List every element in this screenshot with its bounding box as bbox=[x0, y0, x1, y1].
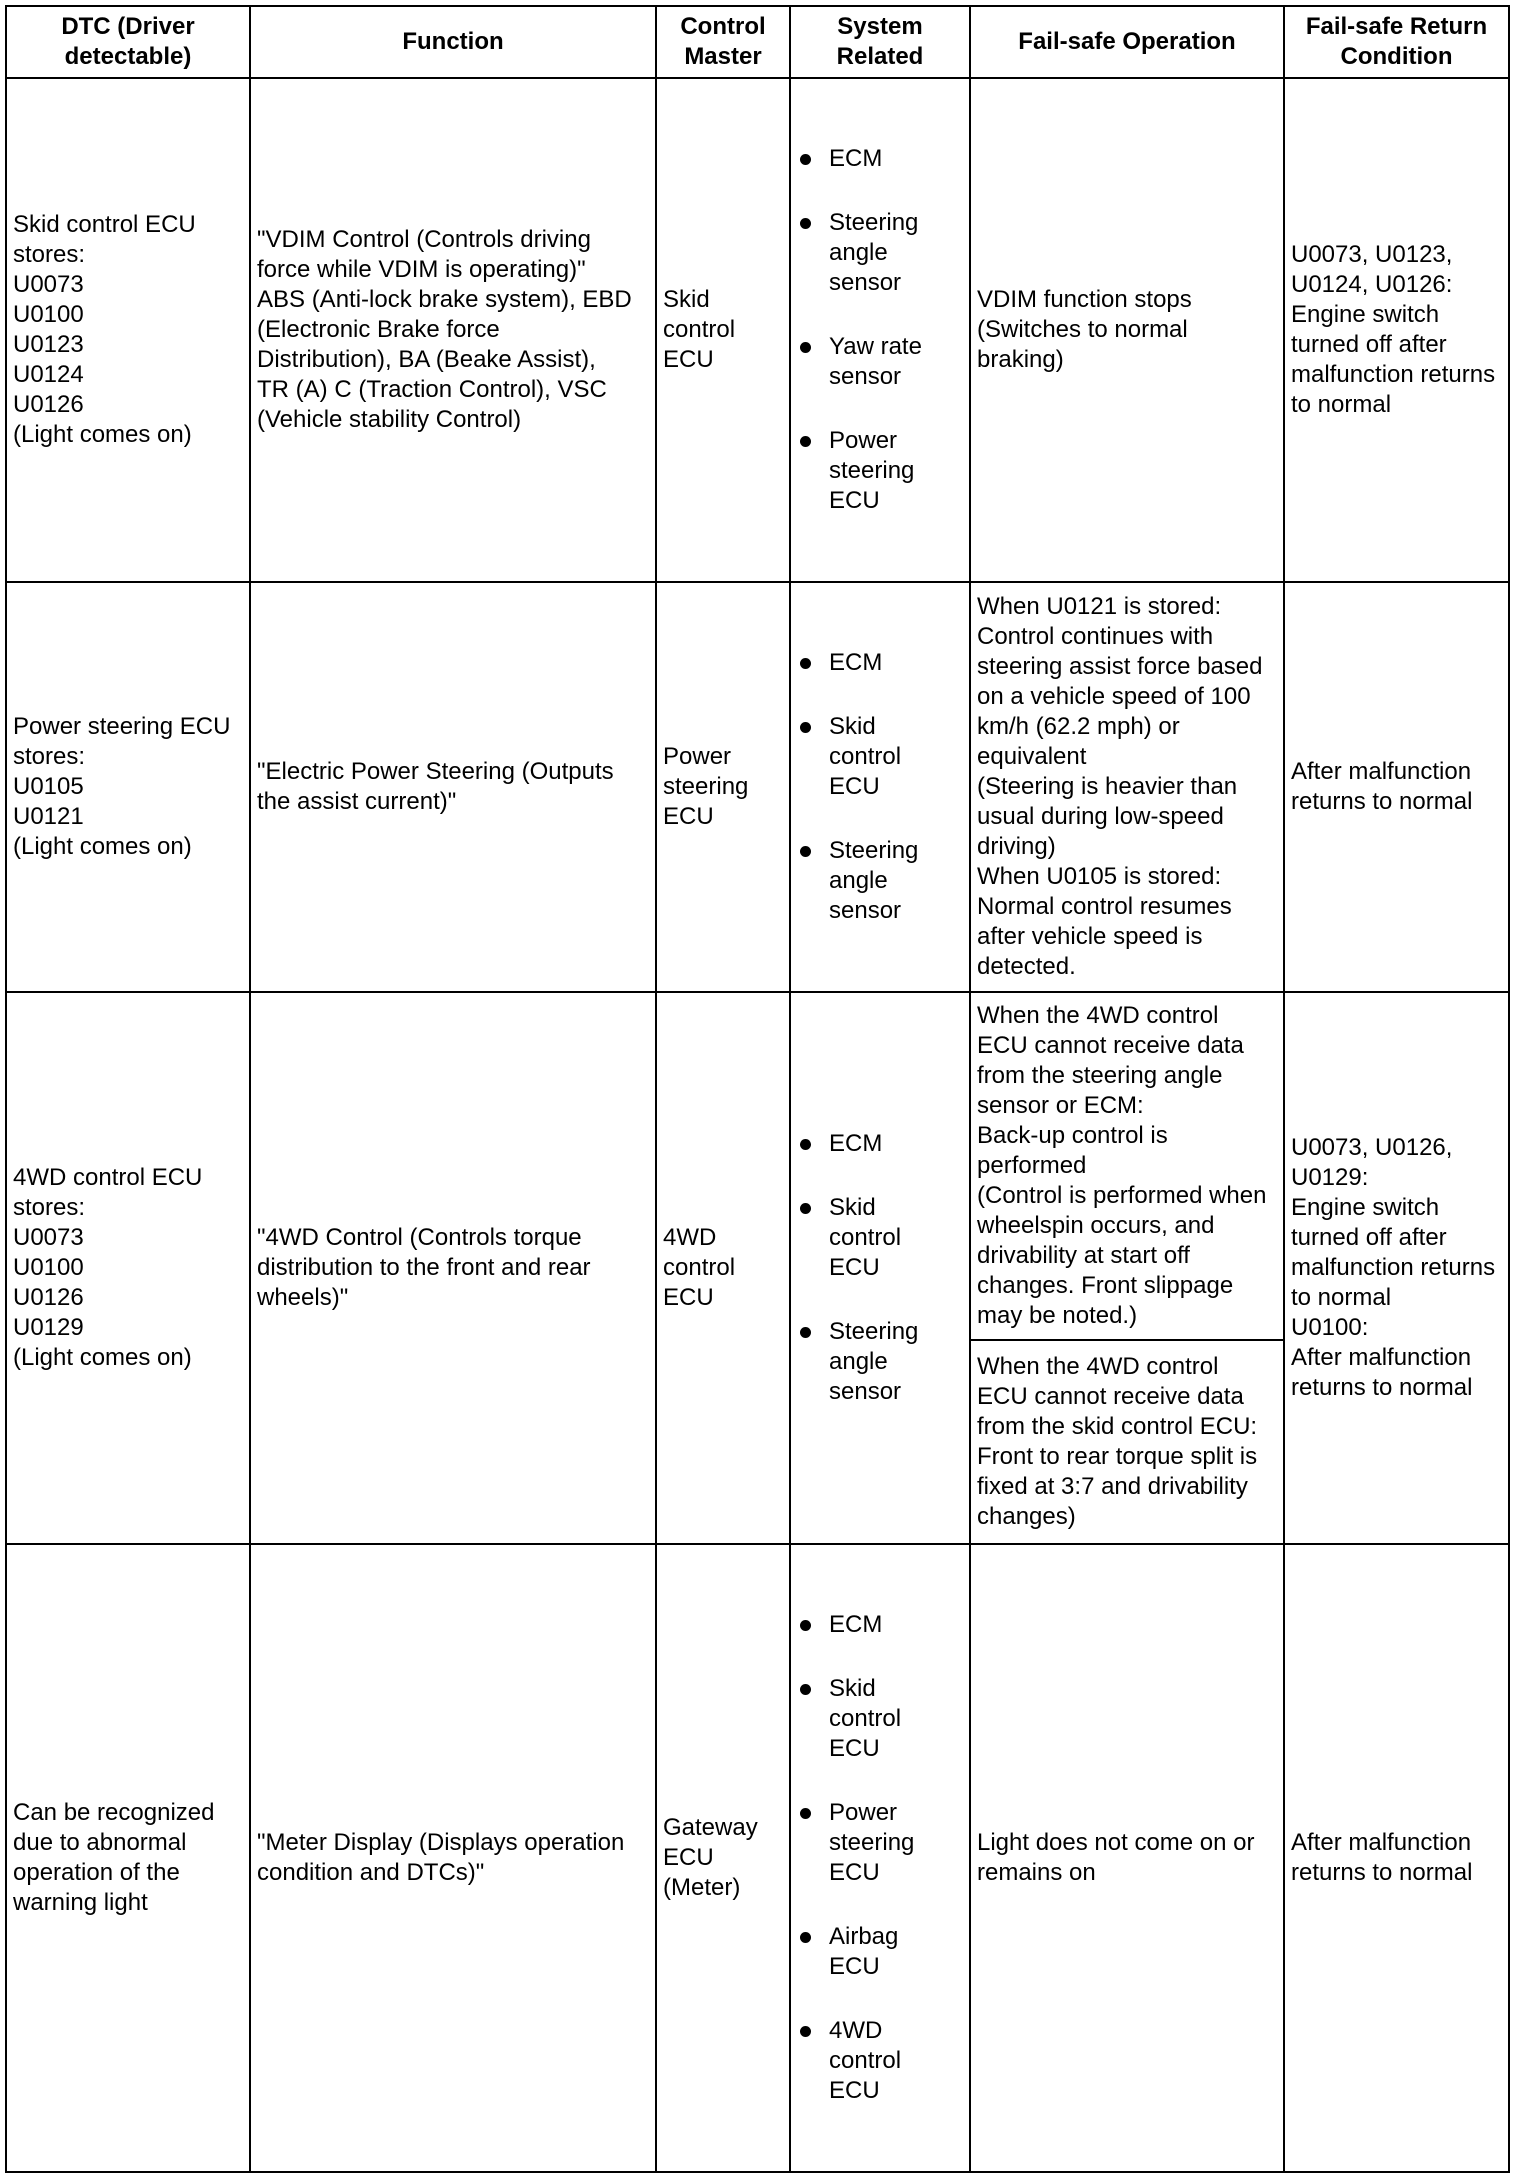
list-item: Steering angle sensor bbox=[797, 208, 963, 298]
header-fail-safe-return: Fail-safe Return Condition bbox=[1284, 6, 1509, 78]
list-item: ECM bbox=[797, 144, 963, 174]
fail-safe-operation-cell: VDIM function stops (Switches to normal braking) bbox=[970, 78, 1284, 582]
dtc-cell: 4WD control ECU stores: U0073 U0100 U0126 U0129 (Light comes on) bbox=[6, 992, 250, 1544]
function-cell: "VDIM Control (Controls driving force while VDIM is operating)" ABS (Anti-lock brake system), EBD (Electronic Brake force Distribution), BA (Beake Assist), TR (A) C (Traction Control), VSC (Vehicle stability Control) bbox=[250, 78, 656, 582]
header-function: Function bbox=[250, 6, 656, 78]
control-master-cell: Power steering ECU bbox=[656, 582, 790, 992]
list-item: Steering angle sensor bbox=[797, 1317, 963, 1407]
header-fail-safe-operation: Fail-safe Operation bbox=[970, 6, 1284, 78]
fail-safe-operation-cell: Light does not come on or remains on bbox=[970, 1544, 1284, 2172]
fail-safe-operation-cell: When U0121 is stored: Control continues with steering assist force based on a vehicle speed of 100 km/h (62.2 mph) or equivalent (Steering is heavier than usual during low-speed driving) When U0105 is stored: Normal control resumes after vehicle speed is detected. bbox=[970, 582, 1284, 992]
list-item: Skid control ECU bbox=[797, 1674, 963, 1764]
list-item: ECM bbox=[797, 1610, 963, 1640]
system-related-list bbox=[797, 1097, 963, 1439]
function-cell: "Meter Display (Displays operation condition and DTCs)" bbox=[250, 1544, 656, 2172]
list-item: 4WD control ECU bbox=[797, 2016, 963, 2106]
list-item: Steering angle sensor bbox=[797, 836, 963, 926]
system-related-cell bbox=[790, 582, 970, 992]
system-related-cell bbox=[790, 78, 970, 582]
control-master-cell: 4WD control ECU bbox=[656, 992, 790, 1544]
control-master-cell: Gateway ECU (Meter) bbox=[656, 1544, 790, 2172]
header-control-master: Control Master bbox=[656, 6, 790, 78]
list-item: ECM bbox=[797, 648, 963, 678]
list-item: ECM bbox=[797, 1129, 963, 1159]
fail-safe-return-cell: After malfunction returns to normal bbox=[1284, 1544, 1509, 2172]
fail-safe-return-cell: After malfunction returns to normal bbox=[1284, 582, 1509, 992]
table-row bbox=[6, 78, 1509, 582]
header-row bbox=[6, 6, 1509, 78]
control-master-cell: Skid control ECU bbox=[656, 78, 790, 582]
table-row bbox=[6, 1544, 1509, 2172]
list-item: Airbag ECU bbox=[797, 1922, 963, 1982]
header-dtc: DTC (Driver detectable) bbox=[6, 6, 250, 78]
system-related-list bbox=[797, 1578, 963, 2138]
list-item: Skid control ECU bbox=[797, 712, 963, 802]
fail-safe-table bbox=[5, 5, 1510, 2173]
header-system-related: System Related bbox=[790, 6, 970, 78]
system-related-list bbox=[797, 616, 963, 958]
system-related-cell bbox=[790, 992, 970, 1544]
system-related-cell bbox=[790, 1544, 970, 2172]
list-item: Power steering ECU bbox=[797, 426, 963, 516]
dtc-cell: Skid control ECU stores: U0073 U0100 U0123 U0124 U0126 (Light comes on) bbox=[6, 78, 250, 582]
system-related-list bbox=[797, 112, 963, 548]
function-cell: "Electric Power Steering (Outputs the assist current)" bbox=[250, 582, 656, 992]
table-row bbox=[6, 582, 1509, 992]
dtc-cell: Power steering ECU stores: U0105 U0121 (Light comes on) bbox=[6, 582, 250, 992]
fail-safe-return-cell: U0073, U0126, U0129: Engine switch turned off after malfunction returns to normal U0100: After malfunction returns to normal bbox=[1284, 992, 1509, 1544]
table-row bbox=[6, 992, 1509, 1340]
list-item: Yaw rate sensor bbox=[797, 332, 963, 392]
function-cell: "4WD Control (Controls torque distribution to the front and rear wheels)" bbox=[250, 992, 656, 1544]
fail-safe-operation-cell: When the 4WD control ECU cannot receive data from the steering angle sensor or ECM: Back-up control is performed (Control is performed when wheelspin occurs, and drivability at start off changes. Front slippage may be noted.) bbox=[970, 992, 1284, 1340]
fail-safe-return-cell: U0073, U0123, U0124, U0126: Engine switch turned off after malfunction returns to normal bbox=[1284, 78, 1509, 582]
fail-safe-operation-cell: When the 4WD control ECU cannot receive data from the skid control ECU: Front to rear torque split is fixed at 3:7 and drivability changes) bbox=[970, 1340, 1284, 1544]
dtc-cell: Can be recognized due to abnormal operation of the warning light bbox=[6, 1544, 250, 2172]
list-item: Skid control ECU bbox=[797, 1193, 963, 1283]
list-item: Power steering ECU bbox=[797, 1798, 963, 1888]
